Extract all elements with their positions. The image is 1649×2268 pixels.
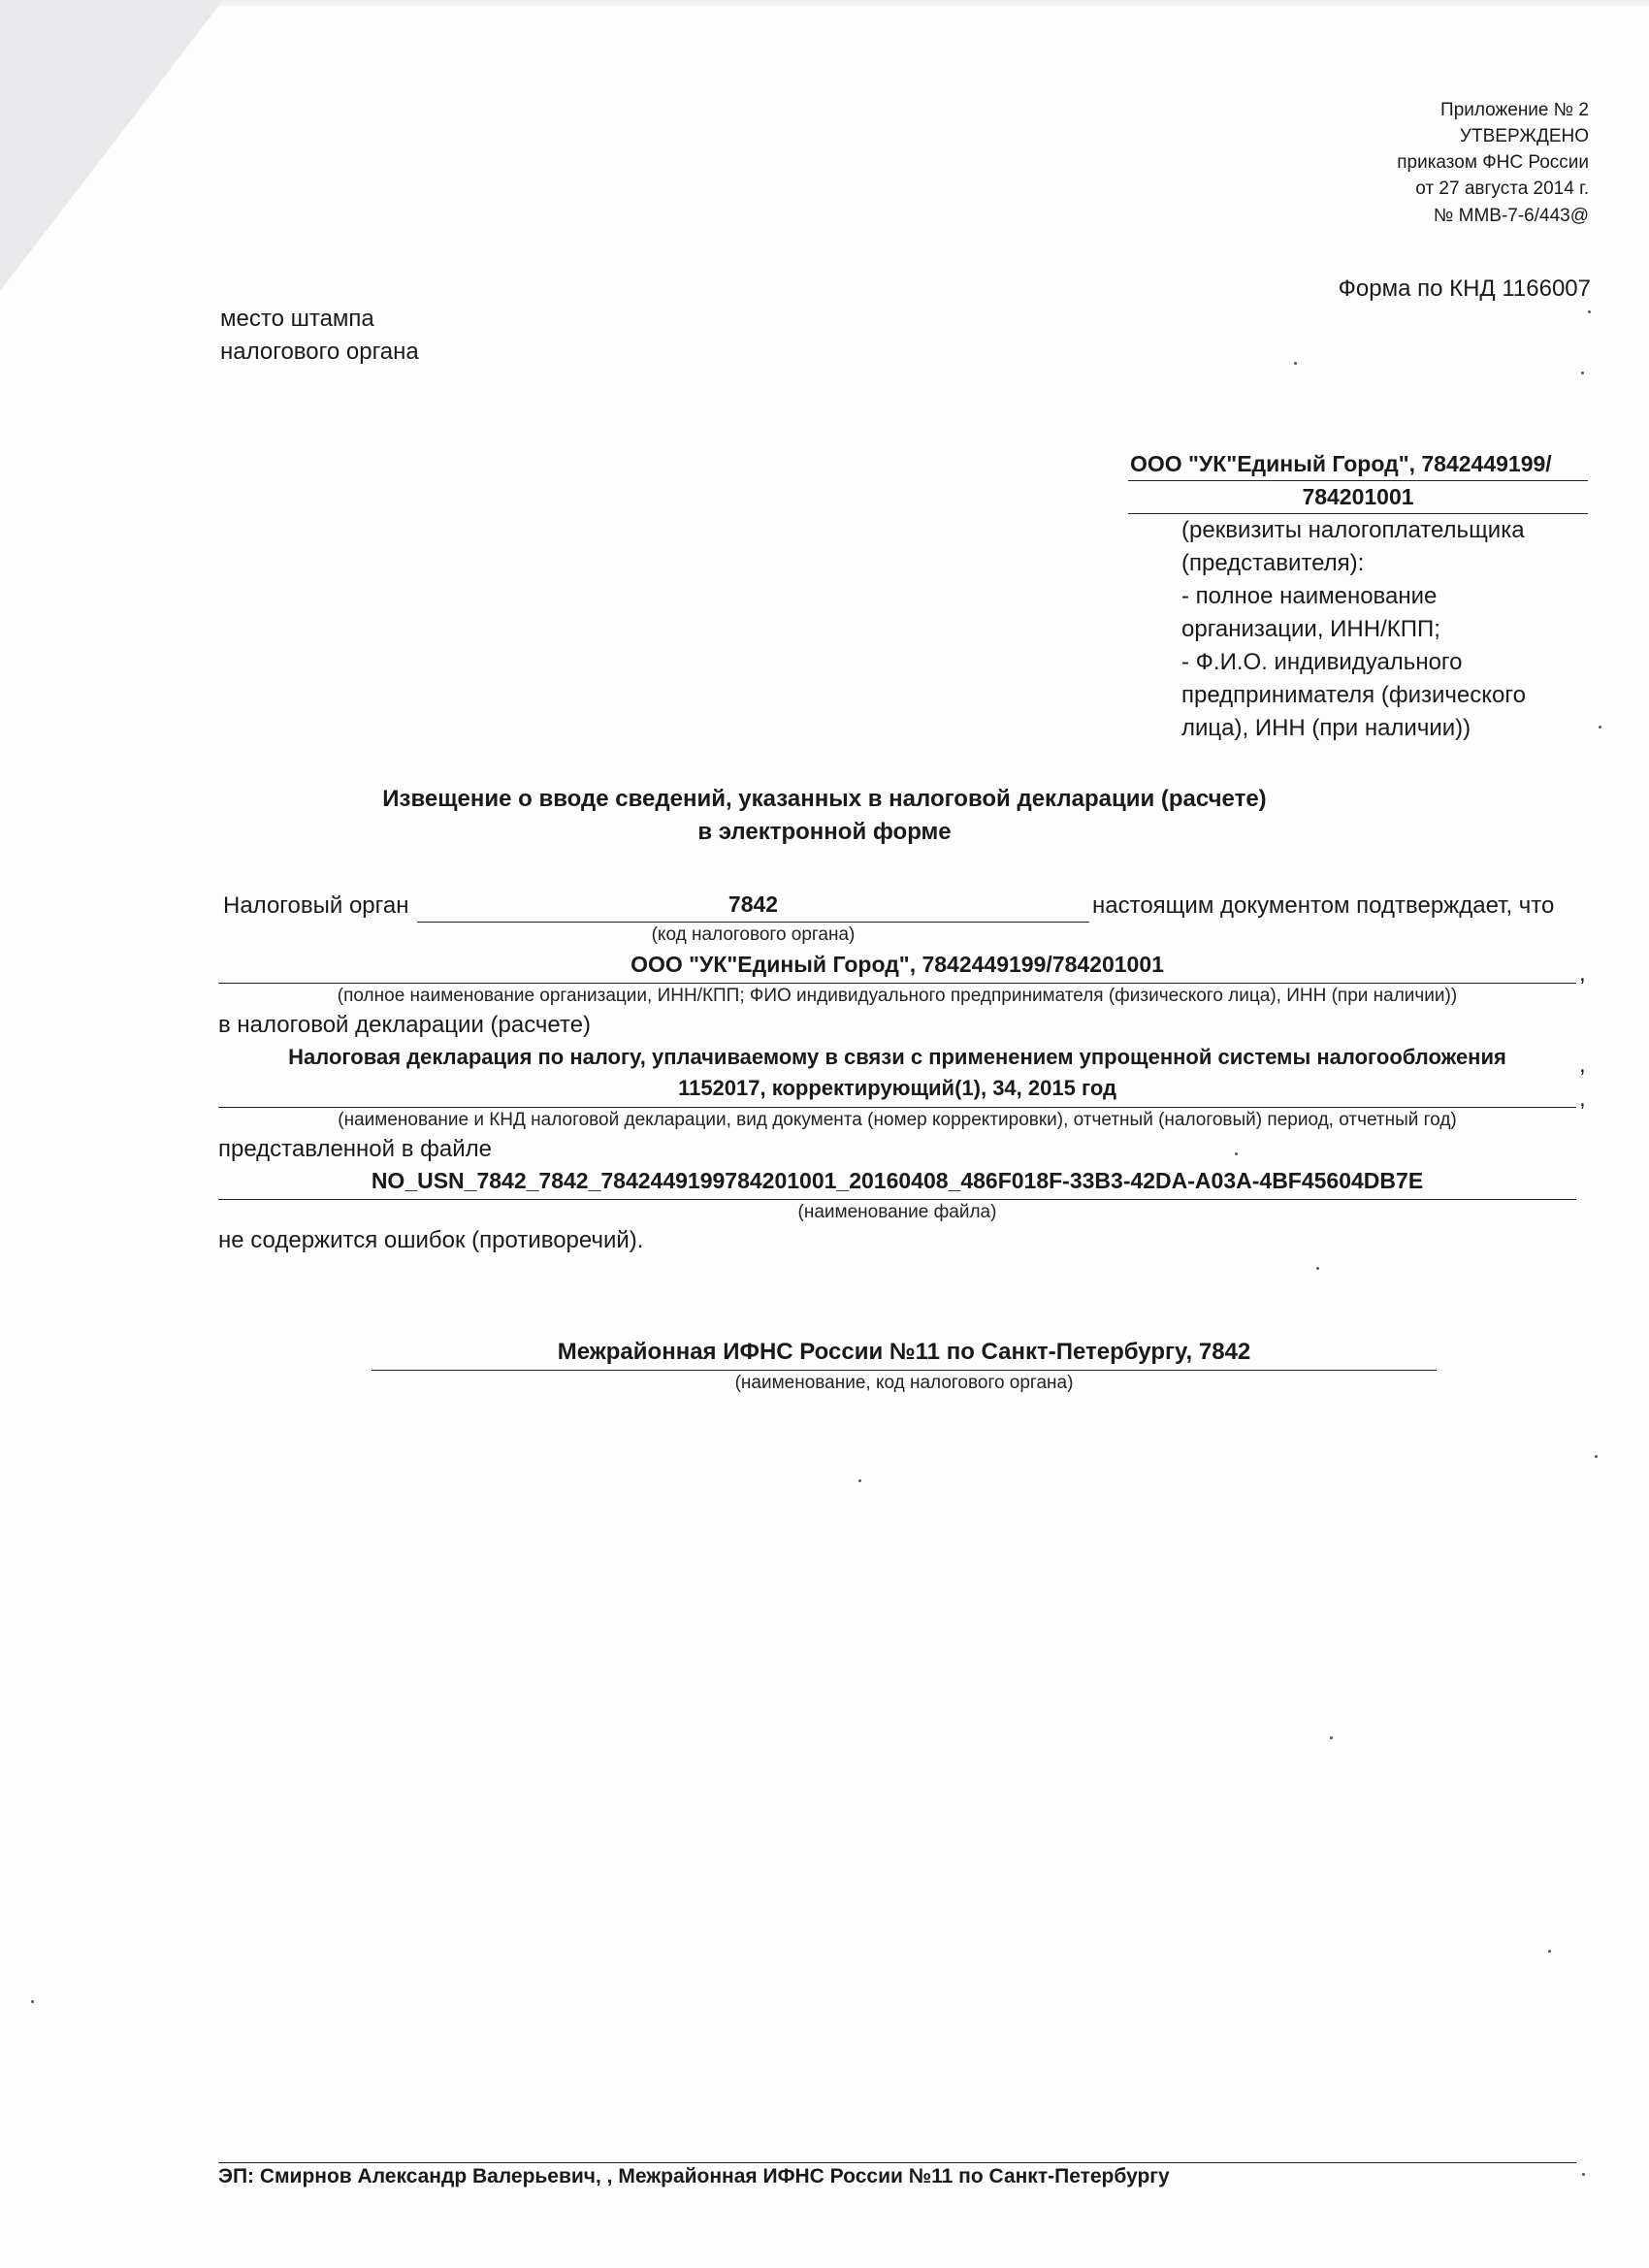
folded-corner [0, 0, 223, 291]
tax-authority-name-underline [372, 1370, 1437, 1371]
no-errors-text: не содержится ошибок (противоречий). [218, 1227, 644, 1253]
taxpayer-caption-1: (реквизиты налогоплательщика [1181, 517, 1525, 543]
stamp-place-line1: место штампа [220, 306, 374, 332]
in-declaration-text: в налоговой декларации (расчете) [218, 1012, 592, 1038]
taxpayer-caption-6: предпринимателя (физического [1181, 682, 1526, 708]
tax-authority-code: 7842 [728, 891, 779, 917]
taxpayer-caption-5: - Ф.И.О. индивидуального [1181, 649, 1463, 675]
taxpayer-caption-3: - полное наименование [1181, 583, 1438, 609]
form-code: Форма по КНД 1166007 [1338, 275, 1591, 302]
signature-separator [218, 2162, 1576, 2163]
organization-caption: (полное наименование организации, ИНН/КПП; ФИО индивидуального предпринимателя (физического лица), ИНН (при наличии)) [337, 986, 1458, 1006]
in-file-text: представленной в файле [218, 1136, 492, 1162]
confirms-text: настоящим документом подтверждает, что [1092, 892, 1555, 919]
declaration-comma2: , [1579, 1085, 1586, 1112]
document-title-line1: Извещение о вводе сведений, указанных в налоговой декларации (расчете) [382, 786, 1267, 812]
declaration-caption: (наименование и КНД налоговой декларации, вид документа (номер корректировки), отчетный (налоговый) период, отчетный год) [338, 1110, 1457, 1130]
organization-underline [218, 983, 1576, 984]
taxpayer-caption-2: (представителя): [1181, 550, 1365, 576]
taxpayer-requisites-line1: ООО "УК"Единый Город", 7842449199/ [1130, 451, 1552, 476]
scan-edge [0, 0, 1649, 6]
tax-authority-underline [417, 922, 1089, 923]
organization-comma: , [1579, 960, 1586, 987]
tax-authority-name: Межрайонная ИФНС России №11 по Санкт-Петербургу, 7842 [557, 1339, 1251, 1365]
organization-name: ООО "УК"Единый Город", 7842449199/784201001 [630, 952, 1164, 977]
order-label: приказом ФНС России [1397, 152, 1589, 173]
taxpayer-caption-4: организации, ИНН/КПП; [1181, 616, 1440, 642]
order-number: № ММВ-7-6/443@ [1433, 206, 1589, 226]
declaration-name-line2: 1152017, корректирующий(1), 34, 2015 год [678, 1076, 1116, 1100]
tax-authority-name-caption: (наименование, код налогового органа) [734, 1373, 1074, 1393]
declaration-underline [218, 1107, 1576, 1108]
electronic-signature: ЭП: Смирнов Александр Валерьевич, , Межрайонная ИФНС России №11 по Санкт-Петербургу [218, 2165, 1170, 2187]
file-caption: (наименование файла) [797, 1202, 997, 1222]
taxpayer-underline2 [1128, 513, 1588, 514]
tax-authority-label: Налоговый орган [223, 892, 409, 919]
document-title-line2: в электронной форме [697, 819, 952, 845]
appendix-label: Приложение № 2 [1440, 100, 1589, 120]
taxpayer-caption-7: лица), ИНН (при наличии)) [1181, 715, 1471, 741]
declaration-comma1: , [1579, 1052, 1586, 1078]
code-caption: (код налогового органа) [651, 924, 856, 945]
approved-label: УТВЕРЖДЕНО [1459, 126, 1589, 146]
declaration-name-line1: Налоговая декларация по налогу, уплачиваемому в связи с применением упрощенной системы налогообложения [288, 1045, 1506, 1069]
file-name: NO_USN_7842_7842_7842449199784201001_20160408_486F018F-33B3-42DA-A03A-4BF45604DB7E [371, 1168, 1424, 1193]
file-name-underline [218, 1199, 1576, 1200]
order-date: от 27 августа 2014 г. [1415, 178, 1589, 199]
taxpayer-requisites-line2: 784201001 [1302, 484, 1414, 509]
stamp-place-line2: налогового органа [220, 339, 419, 365]
taxpayer-underline1 [1128, 480, 1588, 481]
